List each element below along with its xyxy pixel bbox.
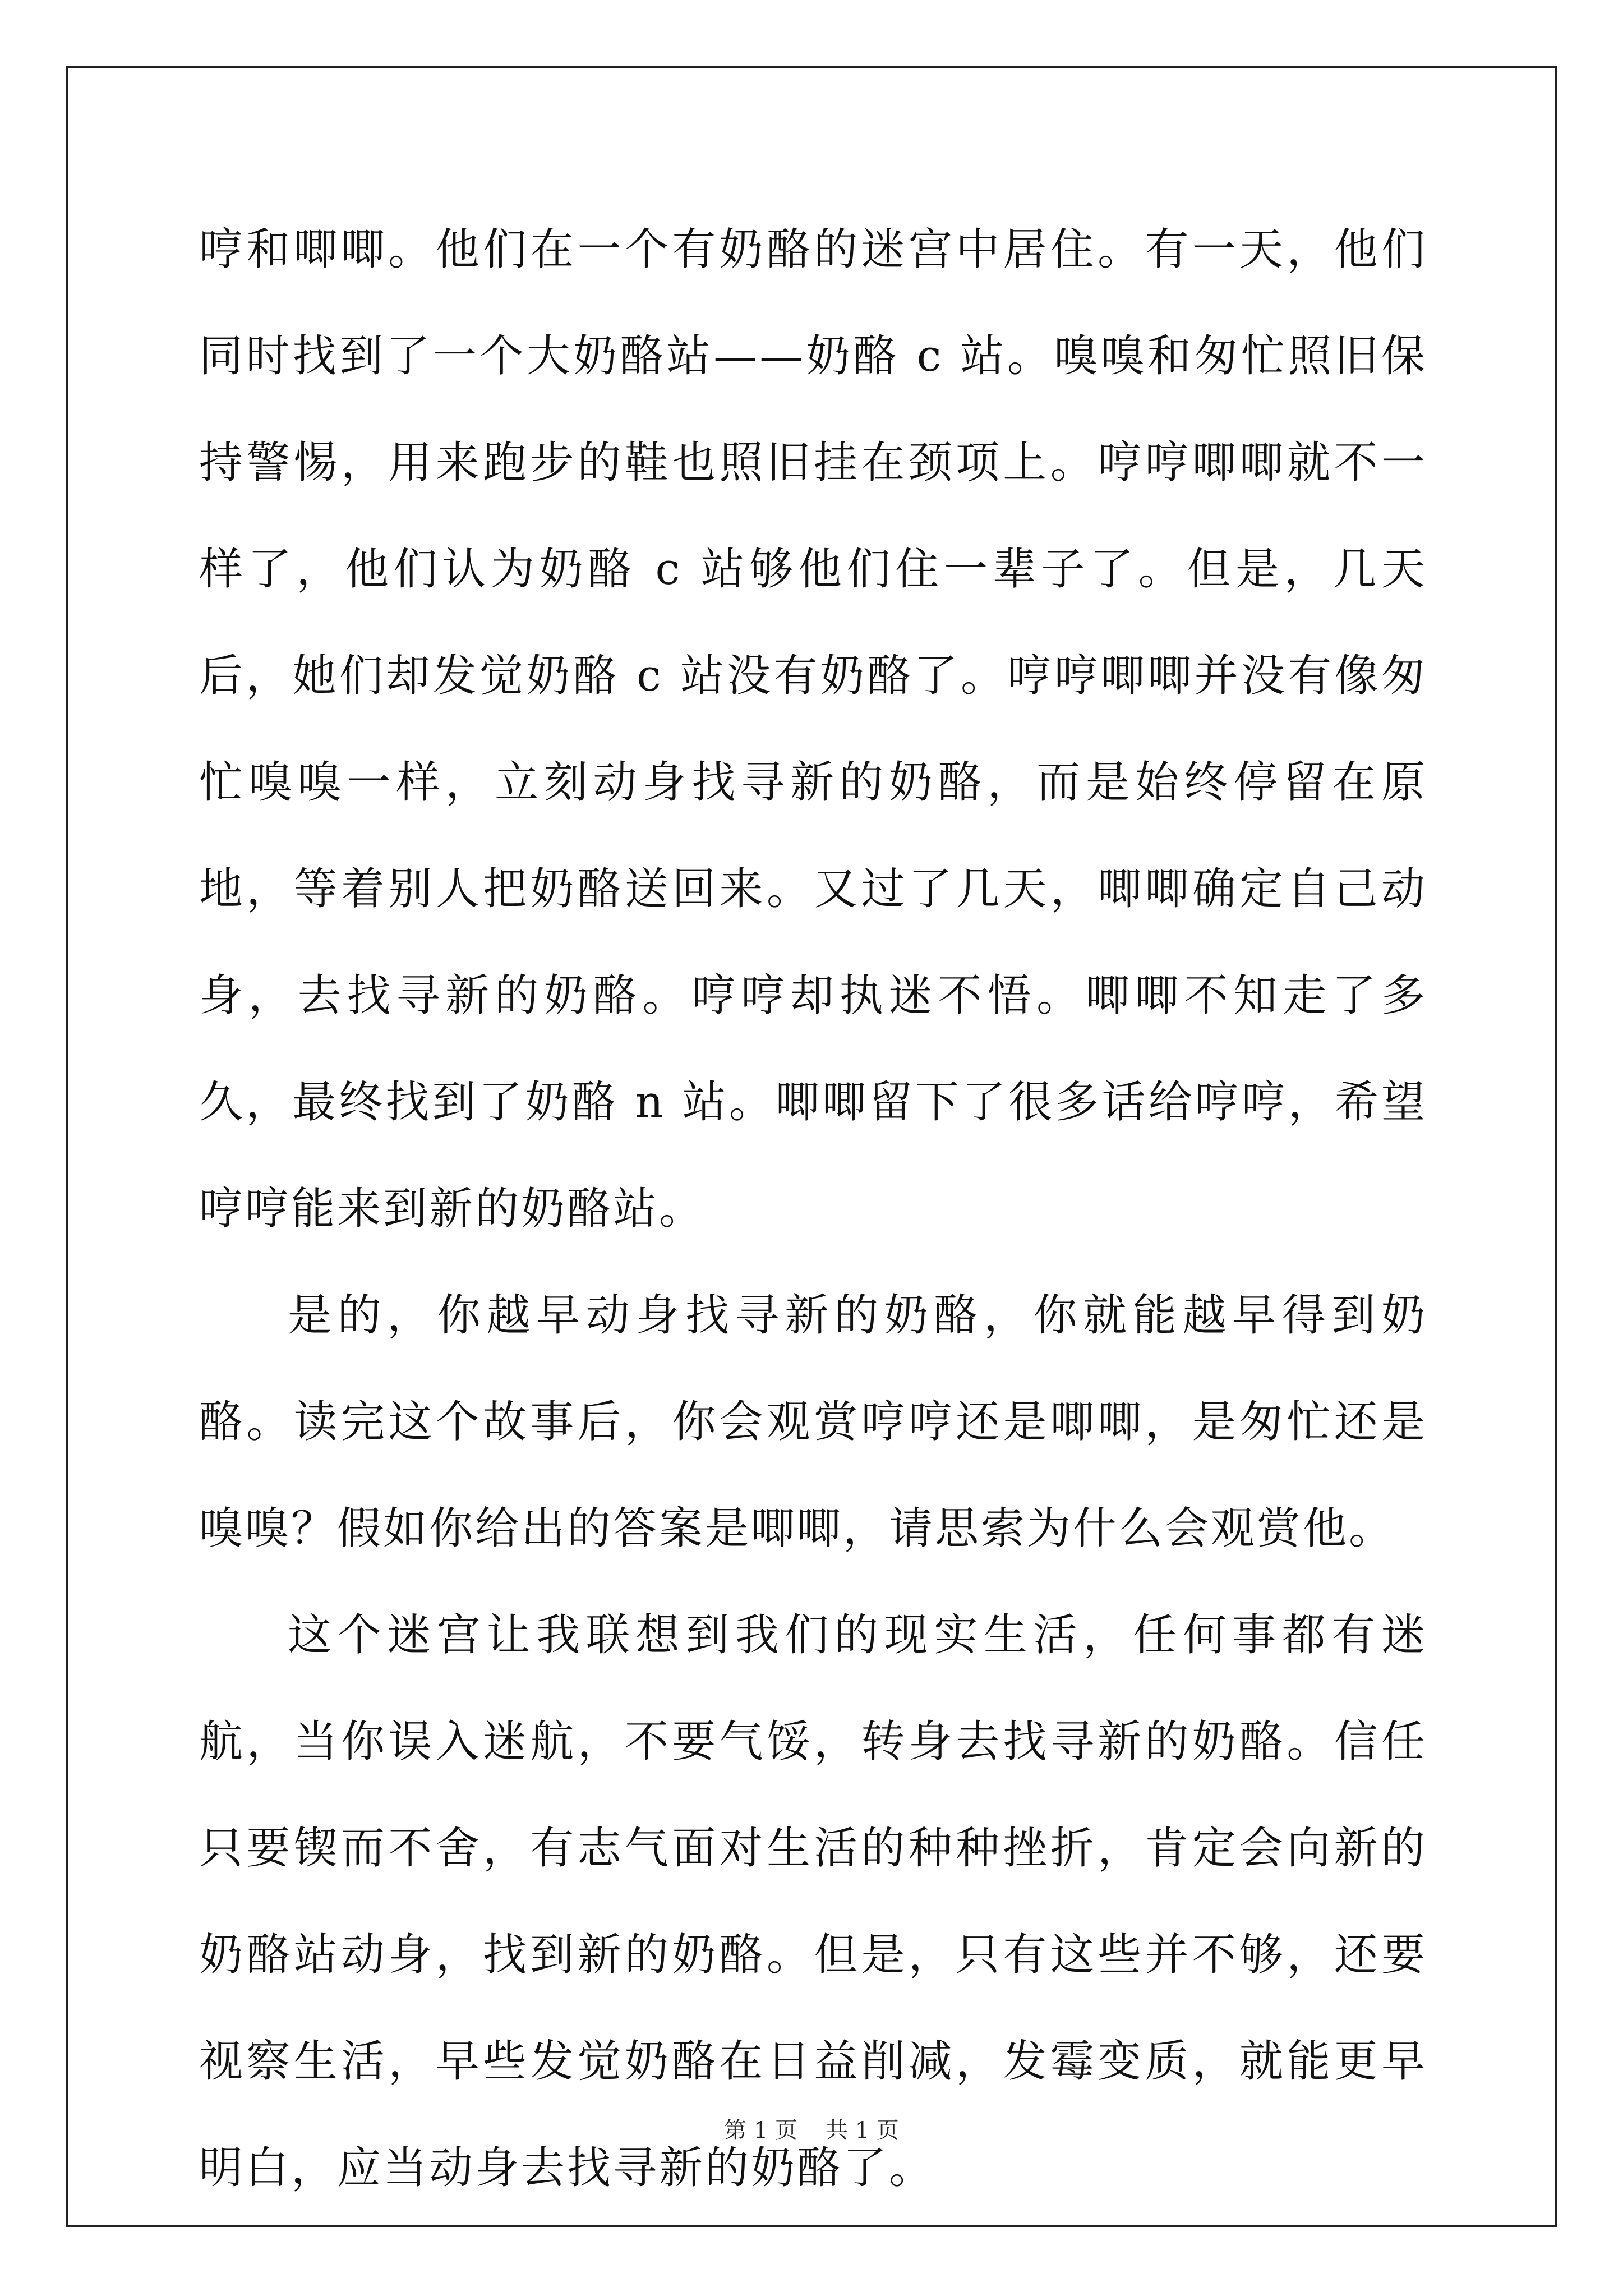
- page-total: 共 1 页: [826, 2118, 899, 2143]
- page-footer: [0, 2114, 1623, 2147]
- paragraph-continued: 哼和唧唧。他们在一个有奶酪的迷宫中居住。有一天，他们同时找到了一个大奶酪站——奶酪 c 站。嗅嗅和匆忙照旧保持警惕，用来跑步的鞋也照旧挂在颈项上。哼哼唧唧就不一样了，他们认为奶酪 c 站够他们住一辈子了。但是，几天后，她们却发觉奶酪 c 站没有奶酪了。哼哼唧唧并没有像匆忙嗅嗅一样，立刻动身找寻新的奶酪，而是始终停留在原地，等着别人把奶酪送回来。又过了几天，唧唧确定自己动身，去找寻新的奶酪。哼哼却执迷不悟。唧唧不知走了多久，最终找到了奶酪 n 站。唧唧留下了很多话给哼哼，希望哼哼能来到新的奶酪站。: [199, 224, 1427, 1234]
- paragraph: 这个迷宫让我联想到我们的现实生活，任何事都有迷航，当你误入迷航，不要气馁，转身去找寻新的奶酪。信任只要锲而不舍，有志气面对生活的种种挫折，肯定会向新的奶酪站动身，找到新的奶酪。但是，只有这些并不够，还要视察生活，早些发觉奶酪在日益削减，发霉变质，就能更早明白，应当动身去找寻新的奶酪了。: [199, 1610, 1427, 2193]
- page-number: 第 1 页: [724, 2118, 797, 2143]
- paragraph: 是的，你越早动身找寻新的奶酪，你就能越早得到奶酪。读完这个故事后，你会观赏哼哼还是唧唧，是匆忙还是嗅嗅？假如你给出的答案是唧唧，请思索为什么会观赏他。: [199, 1290, 1427, 1554]
- document-body: [199, 196, 1427, 2221]
